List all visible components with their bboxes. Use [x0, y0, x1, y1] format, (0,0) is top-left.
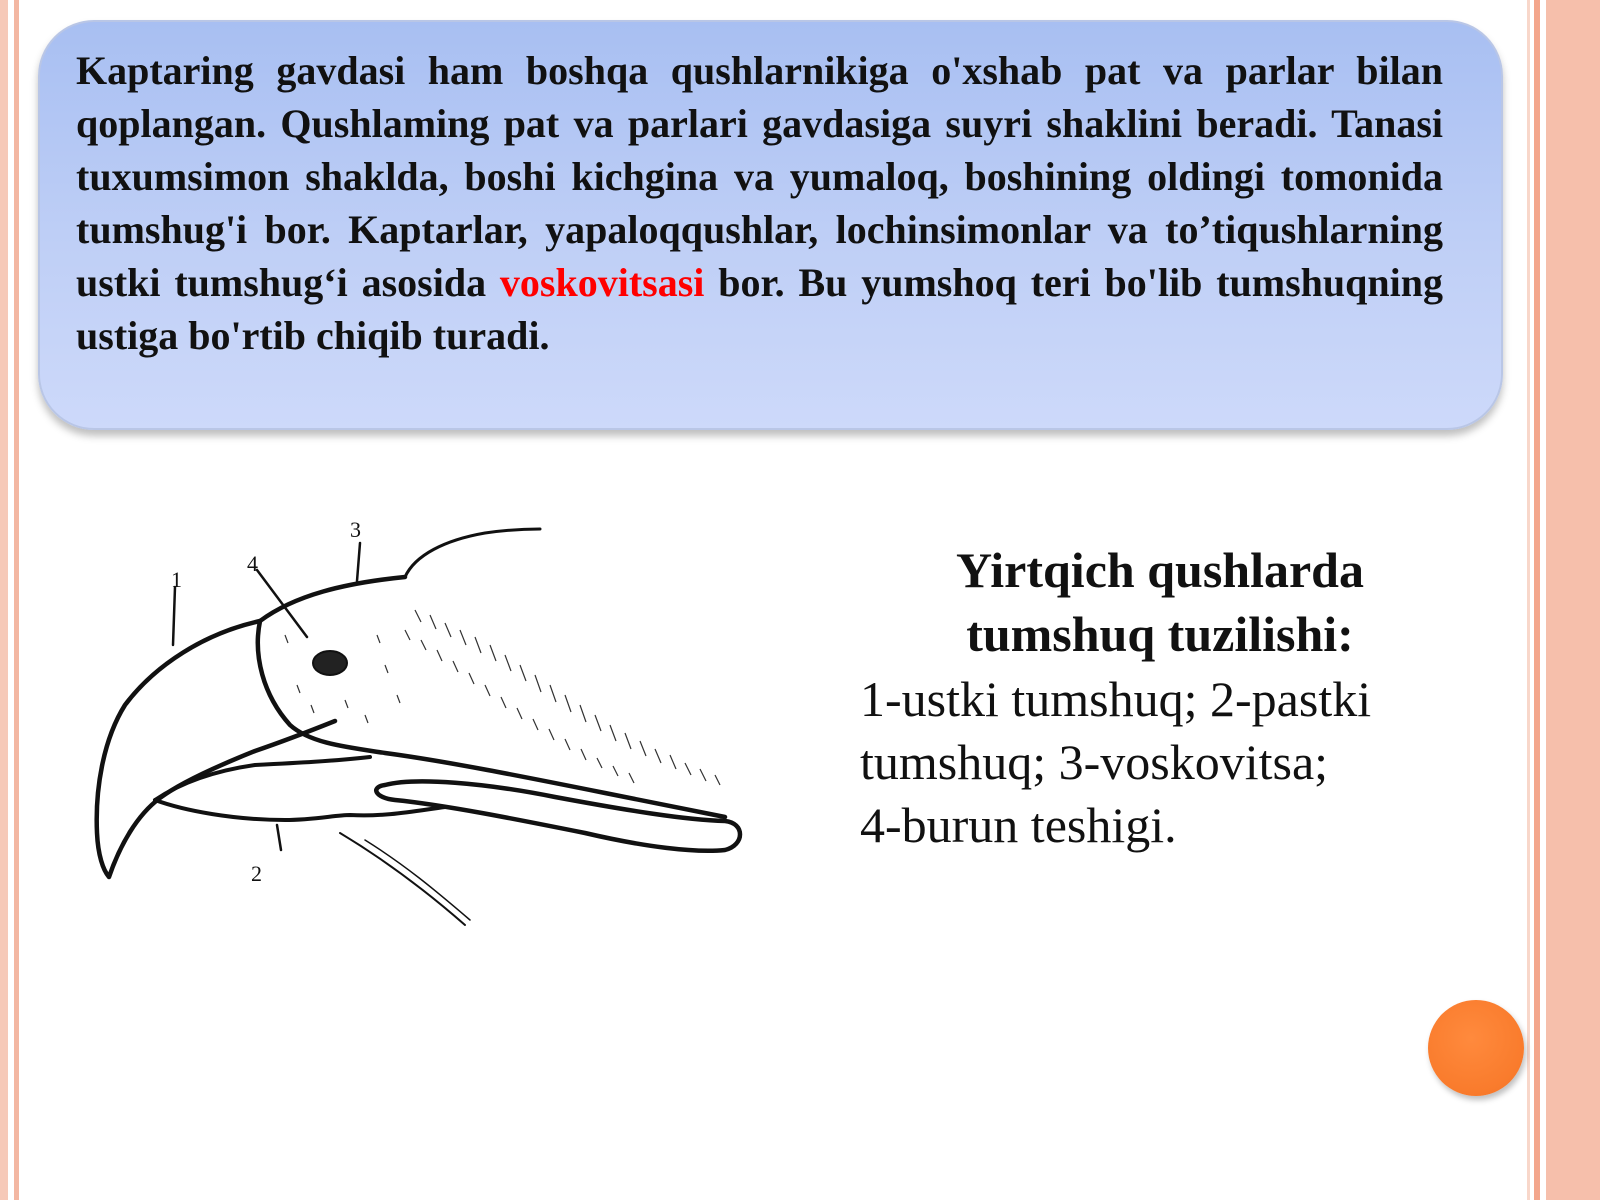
paragraph-text-start: Kaptaring gavdasi ham boshqa qushlarnikiga o'xshab pat va parlar bilan qoplangan. Qushlaming pat va parlari gavdasiga suyri shaklini beradi. Tanasi tuxumsimon shaklda, boshi kichgina va yumaloq, boshining oldingi tomonida tumshug'i bor. Kaptarlar, yapaloqqushlar, lochinsimonlar va to’tiqushlarning ustki tumshug‘i asosida — [76, 48, 1443, 305]
right-border-stripe — [1534, 0, 1540, 1200]
cere-outline — [260, 577, 405, 621]
highlighted-term: voskovitsasi — [499, 260, 705, 305]
label-4-leader — [257, 570, 307, 637]
right-border-stripe-thin — [1527, 0, 1530, 1200]
figure-label-2: 2 — [251, 861, 262, 886]
throat-feather — [340, 833, 465, 925]
figure-label-1: 1 — [171, 567, 182, 592]
intro-paragraph — [76, 44, 1443, 362]
lower-beak-outline — [155, 757, 370, 800]
label-2-leader — [277, 825, 281, 850]
throat-feather-2 — [365, 840, 470, 920]
left-border-stripe — [0, 0, 8, 1200]
beak-drawing — [85, 515, 775, 965]
gape-outline — [376, 781, 740, 850]
right-border-band — [1546, 0, 1600, 1200]
lower-beak-jaw — [155, 800, 445, 820]
label-3-leader — [357, 543, 360, 581]
paragraph-text-end: bor. Bu yumshoq teri bo'lib tumshuqning ustiga bo'rtib chiqib turadi. — [76, 260, 1443, 358]
caption-body: 1-ustki tumshuq; 2-pastki tumshuq; 3-voskovitsa; 4-burun teshigi. — [860, 671, 1372, 853]
figure-caption — [860, 538, 1460, 857]
figure-label-4: 4 — [247, 551, 258, 576]
nostril — [313, 651, 347, 675]
label-1-leader — [173, 587, 175, 645]
beak-illustration — [85, 515, 775, 965]
intro-text-box — [38, 20, 1503, 430]
upper-beak-outline — [97, 621, 335, 877]
crest-feather — [405, 529, 540, 577]
orange-circle-decoration — [1428, 1000, 1524, 1096]
caption-title: Yirtqich qushlarda tumshuq tuzilishi: — [956, 542, 1364, 662]
figure-label-3: 3 — [350, 517, 361, 542]
left-border-stripe-inner — [14, 0, 19, 1200]
